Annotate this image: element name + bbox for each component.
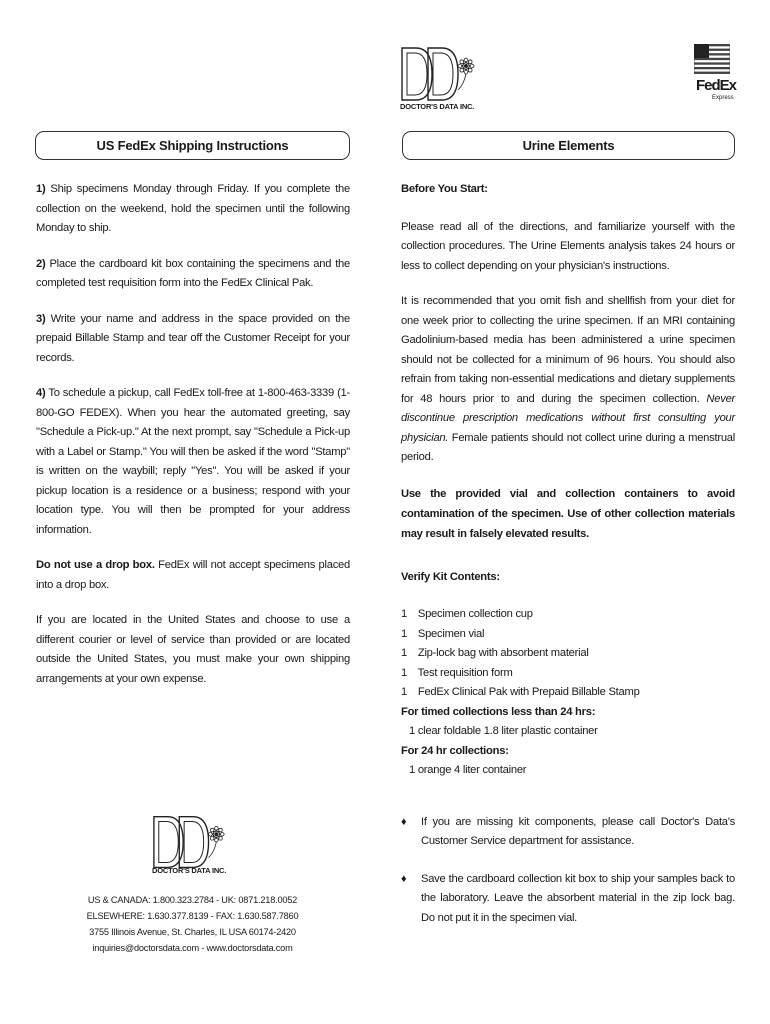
kit-item: 1 Test requisition form [401,666,513,679]
kit-item: 1 Specimen collection cup [401,608,533,620]
step-4: 4) To schedule a pickup, call FedEx toll-free at 1-800-463-3339 (1-800-GO FEDEX). When you hear the automated greeting, say "Schedule a Pick-up." At the next prompt, say "Schedule a Pick-up with a Label or Stamp." You will then be asked if the word "Stamp" is written on the waybill; reply "Yes". You will be asked if your pickup location is a residence or a business; respond with your location type. You will then be prompted for your address information. [36,387,350,536]
step-2: 2) Place the cardboard kit box containing the specimens and the completed test requisition form into the FedEx Clinical Pak. [36,257,350,289]
shipping-instructions [36,180,350,689]
save-box-note: ♦ Save the cardboard collection kit box to ship your samples back to the laboratory. Leave the absorbent material in the zip lock bag. Do not put it in the specimen vial. [401,870,735,929]
doctors-data-logo [398,44,480,116]
kit-item: 1 FedEx Clinical Pak with Prepaid Billable Stamp [401,686,640,698]
urine-elements-instructions [401,180,735,928]
missing-components-note: ♦ If you are missing kit components, please call Doctor's Data's Customer Service department for assistance. [401,813,735,852]
outside-us-note: If you are located in the United States and choose to use a different courier or level of service than provided or are located outside the United States, you must make your own shipping arrangements at your own expense. [36,614,350,685]
step-1: 1) Ship specimens Monday through Friday. If you complete the collection on the weekend, hold the specimen until the following Monday to ship. [36,183,350,234]
footer-logo-text: DOCTOR'S DATA INC. [152,866,227,875]
fedex-subtext: Express [712,95,734,101]
left-section-title: US FedEx Shipping Instructions [35,131,350,160]
kit-item: 1 Specimen vial [401,627,485,640]
timed-item: 1 clear foldable 1.8 liter plastic container [409,725,598,737]
kit-item: 1 Zip-lock bag with absorbent material [401,647,589,659]
day-heading: For 24 hr collections: [401,744,509,757]
contact-phone-us: US & CANADA: 1.800.323.2784 - UK: 0871.218.0052 [87,895,298,905]
fedex-logo [694,44,736,106]
step-3: 3) Write your name and address in the space provided on the prepaid Billable Stamp and tear off the Customer Receipt for your records. [36,312,350,364]
fedex-wordmark: FedEx [696,77,737,94]
diet-paragraph: It is recommended that you omit fish and shellfish from your diet for one week prior to collecting the urine specimen. If an MRI containing Gadolinium-based media has been administered a urine specimen should not be collected for a minimum of 96 hours. You should also refrain from taking non-essential medications and dietary supplements for 48 hours prior to and during the specimen collection. Never discontinue prescription medications without first consulting your physician. Female patients should not collect urine during a menstrual period. [401,295,736,463]
contact-address: 3755 Illinois Avenue, St. Charles, IL USA 60174-2420 [89,927,296,937]
us-flag-icon [694,44,730,74]
footer-logo [150,812,230,882]
right-section-title: Urine Elements [402,131,735,160]
diamond-bullet-icon: ♦ [401,872,407,885]
timed-heading: For timed collections less than 24 hrs: [401,705,596,718]
contamination-warning: Use the provided vial and collection containers to avoid contamination of the specimen. Use of other collection materials may result in falsely elevated results. [401,487,735,540]
verify-heading: Verify Kit Contents: [401,570,500,583]
diamond-bullet-icon: ♦ [401,815,407,828]
contact-web: inquiries@doctorsdata.com - www.doctorsdata.com [92,943,293,953]
contact-info [60,892,325,956]
kit-contents-list [401,605,735,703]
contact-phone-elsewhere: ELSEWHERE: 1.630.377.8139 - FAX: 1.630.587.7860 [86,911,299,921]
day-item: 1 orange 4 liter container [409,764,527,776]
dropbox-note: Do not use a drop box. FedEx will not accept specimens placed into a drop box. [36,559,351,591]
before-heading: Before You Start: [401,183,488,195]
intro-paragraph: Please read all of the directions, and familiarize yourself with the collection procedures. The Urine Elements analysis takes 24 hours or less to collect depending on your physician's instructions. [401,220,735,272]
logo-text: DOCTOR'S DATA INC. [400,102,475,111]
